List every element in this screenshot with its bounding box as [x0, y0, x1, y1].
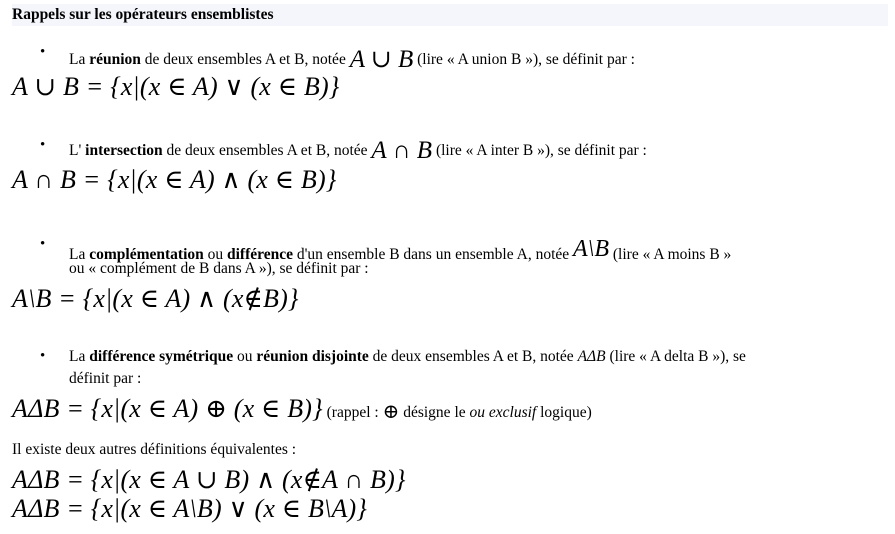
- union-text: La réunion de deux ensembles A et B, notée A ∪ B (lire « A union B »), se définit par :: [69, 46, 635, 73]
- symmetric-formula-alt1: AΔB = {x|(x ∈ A ∪ B) ∧ (x∉A ∩ B)}: [12, 465, 406, 494]
- bullet-icon: •: [40, 348, 46, 364]
- intersection-formula: A ∩ B = {x|(x ∈ A) ∧ (x ∈ B)}: [12, 165, 337, 194]
- difference-text: La complémentation ou différence d'un ensemble B dans un ensemble A, notée A\B (lire « A moins B »: [69, 236, 732, 263]
- oplus-icon: ⊕: [382, 401, 400, 423]
- symmetric-text: La différence symétrique ou réunion disjointe de deux ensembles A et B, notée AΔB (lire « A delta B »), se: [69, 348, 746, 365]
- union-notation: A ∪ B: [349, 46, 414, 73]
- xor-recall-note: (rappel : ⊕ désigne le ou exclusif logique): [322, 401, 592, 423]
- difference-formula: A\B = {x|(x ∈ A) ∧ (x∉B)}: [12, 284, 299, 313]
- bullet-icon: •: [40, 236, 46, 252]
- intersection-text: L' intersection de deux ensembles A et B, notée A ∩ B (lire « A inter B »), se définit par :: [69, 137, 647, 164]
- bullet-icon: •: [40, 44, 46, 60]
- union-formula: A ∪ B = {x|(x ∈ A) ∨ (x ∈ B)}: [12, 72, 340, 101]
- section-title: Rappels sur les opérateurs ensemblistes: [12, 4, 888, 26]
- symmetric-formula-alt2: AΔB = {x|(x ∈ A\B) ∨ (x ∈ B\A)}: [12, 494, 367, 523]
- symmetric-notation: AΔB: [577, 348, 606, 365]
- intersection-notation: A ∩ B: [371, 137, 433, 164]
- bullet-icon: •: [40, 137, 46, 153]
- other-definitions-intro: Il existe deux autres définitions équivalentes :: [12, 441, 297, 458]
- difference-notation: A\B: [573, 236, 610, 262]
- symmetric-formula: AΔB = {x|(x ∈ A) ⊕ (x ∈ B)} (rappel : ⊕ désigne le ou exclusif logique): [12, 394, 592, 423]
